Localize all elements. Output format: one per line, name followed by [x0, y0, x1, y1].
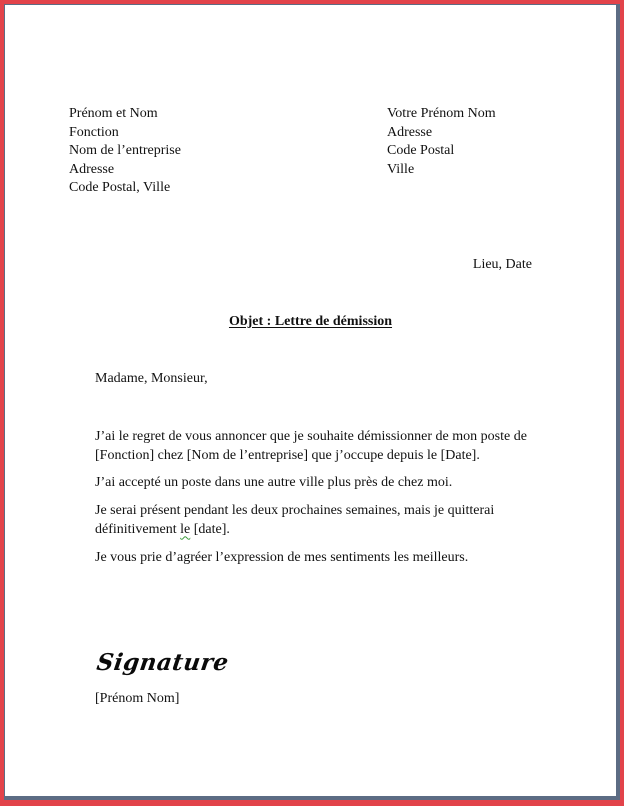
text-segment: définitivement	[95, 521, 181, 537]
sender-postal-city: Code Postal, Ville	[69, 180, 171, 195]
paragraph-announcement	[95, 428, 527, 465]
recipient-name: Votre Prénom Nom	[387, 106, 496, 121]
sender-address: Adresse	[69, 161, 115, 177]
subject-heading: Objet : Lettre de démission	[228, 314, 393, 329]
spellcheck-flagged-word[interactable]: le	[180, 521, 191, 537]
paragraph-line: [Fonction] chez [Nom de l’entreprise] que j’occupe depuis le [Date].	[95, 447, 480, 463]
sender-address-block	[69, 105, 181, 198]
paragraph-reason: J’ai accepté un poste dans une autre ville plus près de chez moi.	[95, 475, 453, 490]
sender-name: Prénom et Nom	[69, 106, 158, 121]
paragraph-notice-period	[95, 502, 494, 539]
paragraph-line: J’ai le regret de vous annoncer que je souhaite démissionner de mon poste de	[95, 429, 527, 444]
text-segment: [date].	[190, 521, 230, 537]
recipient-postal-code: Code Postal	[387, 143, 455, 158]
place-and-date: Lieu, Date	[472, 257, 532, 272]
recipient-address-block	[387, 105, 496, 179]
salutation: Madame, Monsieur,	[95, 371, 208, 386]
recipient-city: Ville	[387, 161, 415, 177]
signature: Signature	[95, 649, 231, 676]
sender-company: Nom de l’entreprise	[69, 143, 181, 158]
signer-name: [Prénom Nom]	[95, 691, 180, 706]
paragraph-line: Je serai présent pendant les deux prochaines semaines, mais je quitterai	[95, 503, 495, 518]
letter-page	[5, 5, 616, 796]
paragraph-line	[95, 521, 494, 540]
paragraph-closing: Je vous prie d’agréer l’expression de mes sentiments les meilleurs.	[95, 550, 469, 565]
recipient-address: Adresse	[387, 124, 433, 140]
sender-function: Fonction	[69, 124, 119, 140]
